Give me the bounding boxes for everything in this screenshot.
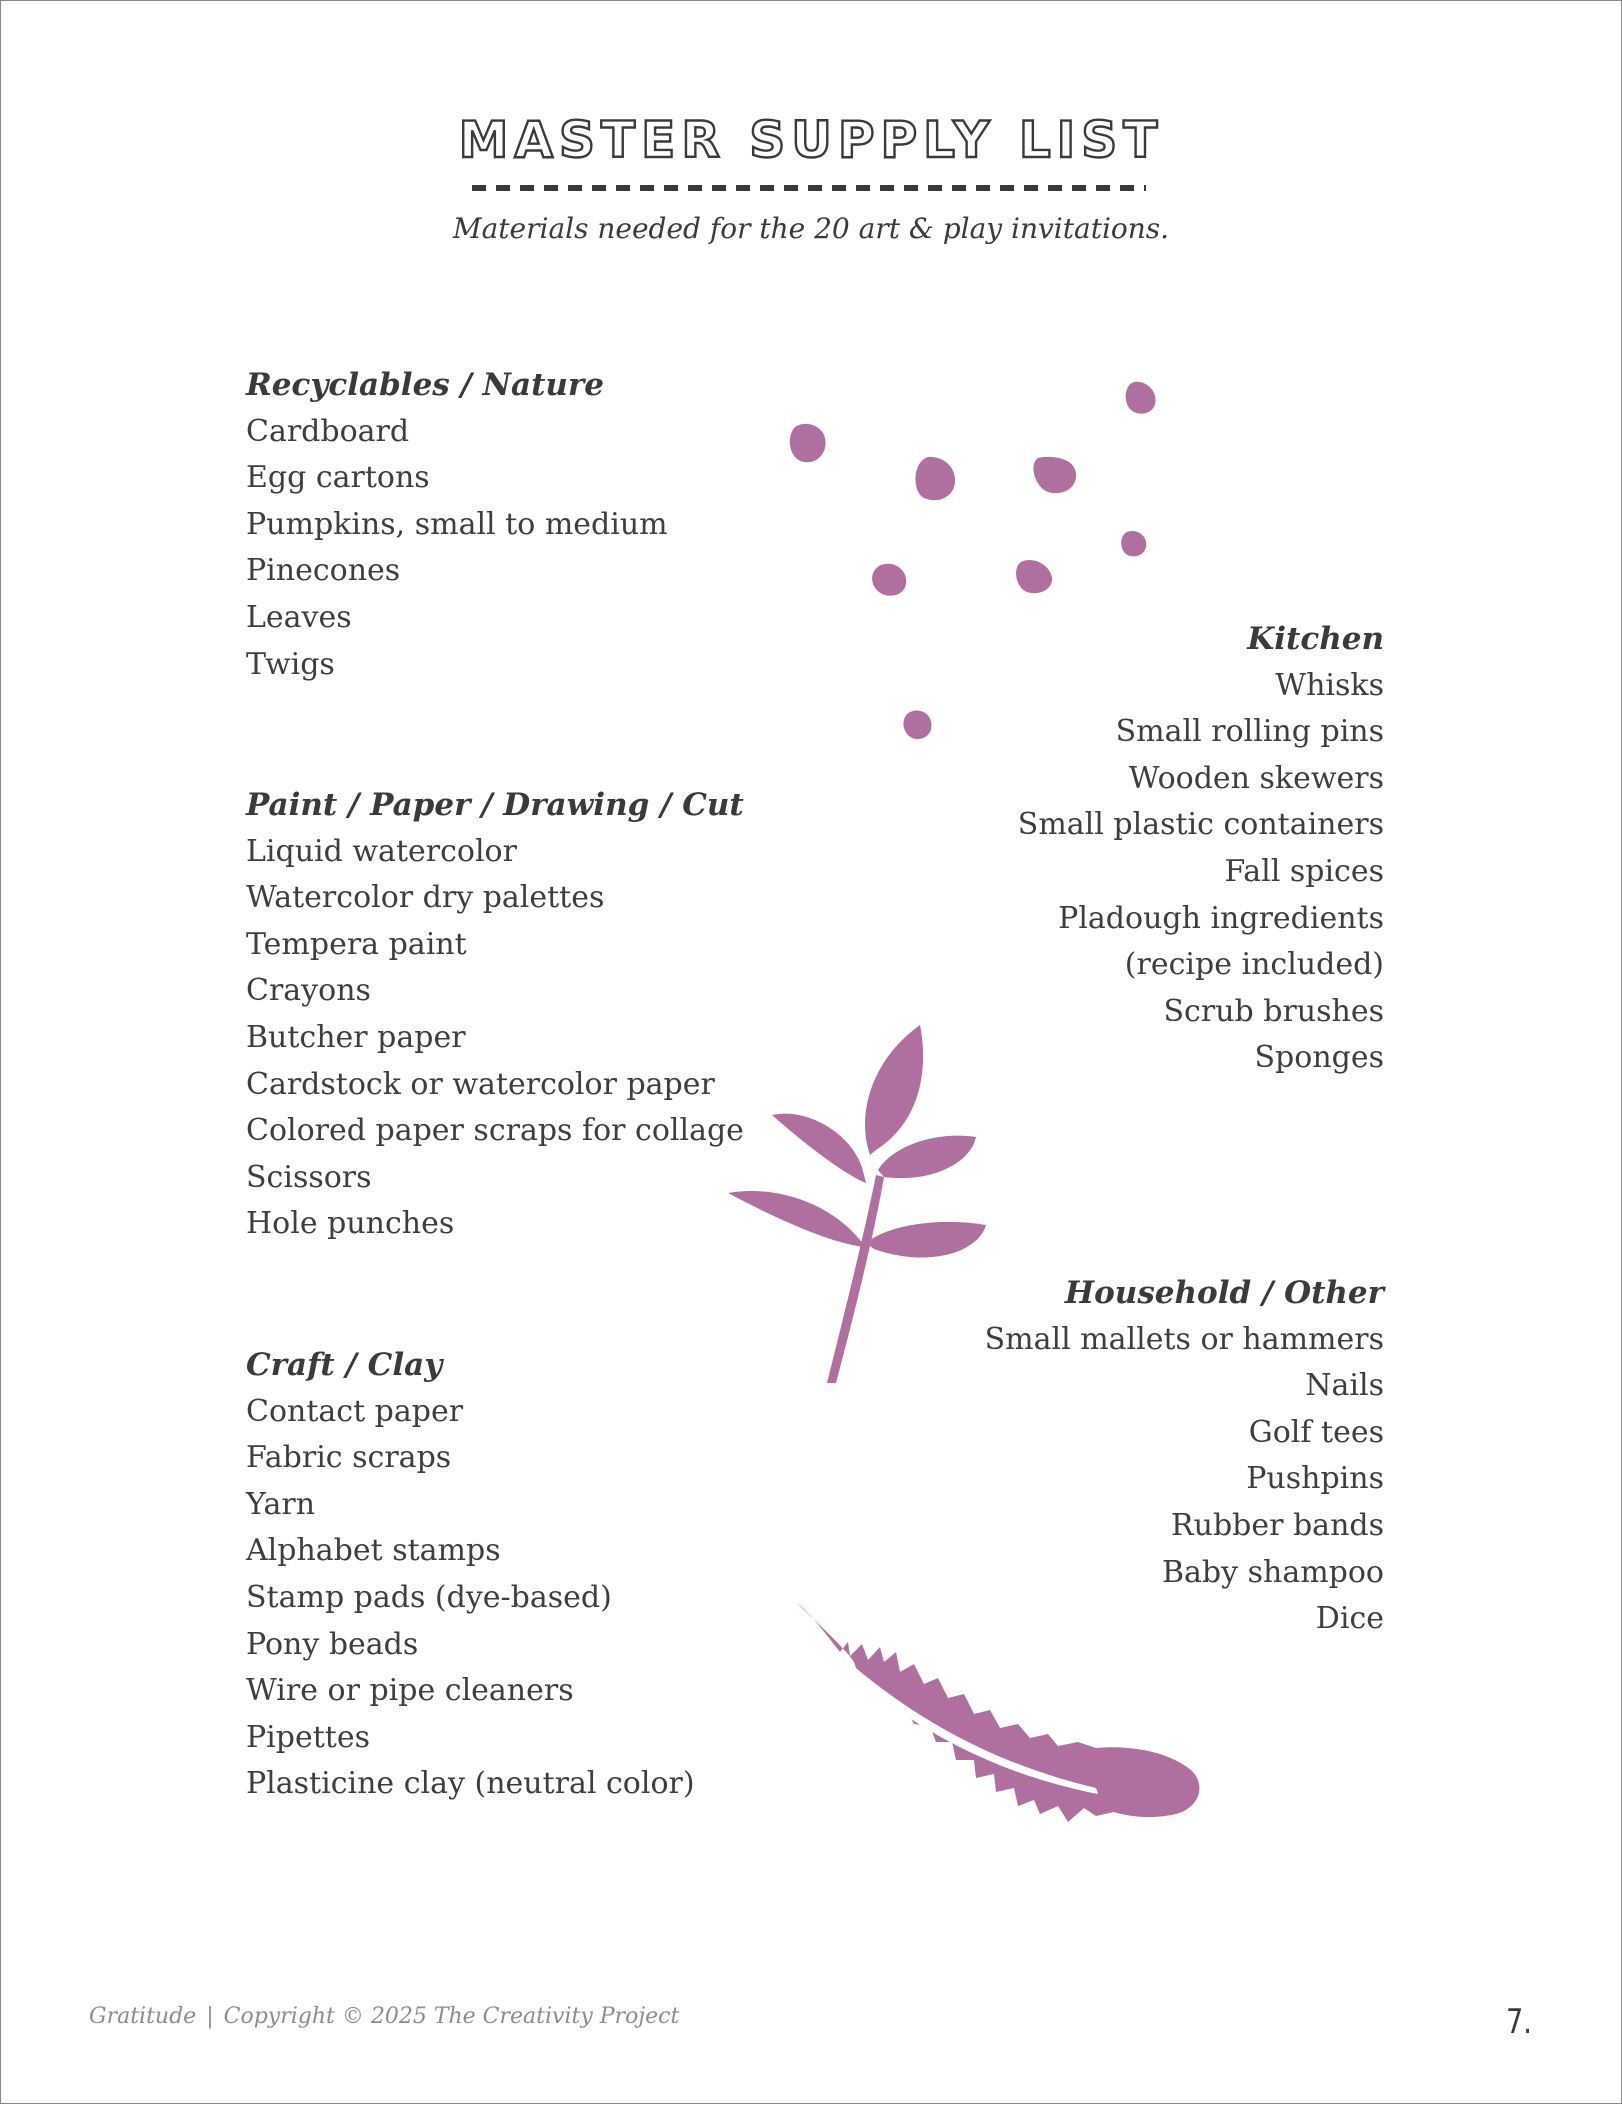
supply-list-item: Colored paper scraps for collage [246,1113,744,1149]
supply-list-item: Wooden skewers [1128,760,1384,796]
section-heading: Household / Other [1064,1275,1384,1311]
supply-list-item: Leaves [246,599,352,635]
supply-list-item: Baby shampoo [1162,1554,1384,1590]
supply-list-item: Scissors [246,1159,372,1195]
supply-list-item: Liquid watercolor [246,833,517,869]
footer-separator: | [206,2004,214,2029]
supply-list-item: Sponges [1254,1040,1384,1076]
supply-list-item: Butcher paper [246,1019,466,1055]
supply-list-item: Wire or pipe cleaners [246,1673,574,1709]
supply-list-item: Pladough ingredients (recipe included) [1058,900,1384,983]
supply-list-item: Scrub brushes [1163,993,1384,1029]
supply-list-item: Alphabet stamps [246,1533,501,1569]
page-title: MASTER SUPPLY LIST [458,111,1164,169]
leaf-sprig-decoration-icon [728,1025,988,1390]
footer-copyright: Copyright © 2025 The Creativity Project [223,2004,680,2029]
supply-list-item: Twigs [246,646,335,682]
page-subtitle: Materials needed for the 20 art & play invitations. [452,212,1170,245]
supply-list [246,1389,695,1808]
page-number: 7. [1506,2002,1532,2042]
supply-list [246,829,744,1248]
section-paint [246,782,744,1248]
supply-list-item: Small plastic containers [1017,807,1384,843]
feather-decoration-icon [796,1602,1206,1892]
supply-list-item: Whisks [1275,667,1384,703]
supply-list-item: Plasticine clay (neutral color) [246,1766,695,1802]
footer-credit [89,2004,679,2029]
supply-list-item: Small mallets or hammers [984,1321,1384,1357]
supply-list-item: Rubber bands [1171,1507,1384,1543]
supply-list-item: Watercolor dry palettes [246,880,605,916]
supply-list-item: Golf tees [1248,1414,1384,1450]
supply-list-item: Contact paper [246,1393,464,1429]
section-heading: Craft / Clay [246,1347,443,1383]
section-heading: Recyclables / Nature [246,367,604,403]
supply-list-item: Nails [1305,1368,1384,1404]
supply-list-item: Crayons [246,973,371,1009]
section-recyclables [246,362,668,688]
supply-list-item: Pinecones [246,553,401,589]
supply-list-item: Stamp pads (dye-based) [246,1579,612,1615]
supply-list-item: Cardstock or watercolor paper [246,1066,715,1102]
supply-list-item: Pony beads [246,1626,419,1662]
supply-list-item: Egg cartons [246,460,430,496]
section-household [985,1270,1384,1643]
supply-list-item: Small rolling pins [1115,714,1384,750]
supply-list-item: Cardboard [246,413,410,449]
supply-list-item: Yarn [246,1486,316,1522]
supply-list-item: Hole punches [246,1206,455,1242]
title-dashed-rule [472,185,1146,191]
supply-list-item: Dice [1315,1601,1384,1637]
supply-list [985,1317,1384,1643]
supply-list-item: Tempera paint [246,926,467,962]
supply-list-item: Fabric scraps [246,1440,452,1476]
title-wrap [0,108,1622,172]
supply-list-item: Fall spices [1224,853,1384,889]
dots-decoration-icon [780,370,1180,750]
supply-list-item: Pushpins [1246,1461,1384,1497]
supply-list [246,409,668,689]
supply-list-item: Pumpkins, small to medium [246,506,668,542]
section-craft [246,1342,695,1808]
footer-book-title: Gratitude [89,2004,197,2029]
section-heading: Paint / Paper / Drawing / Cut [246,787,744,823]
supply-list-item: Pipettes [246,1719,370,1755]
section-heading: Kitchen [1247,621,1384,657]
